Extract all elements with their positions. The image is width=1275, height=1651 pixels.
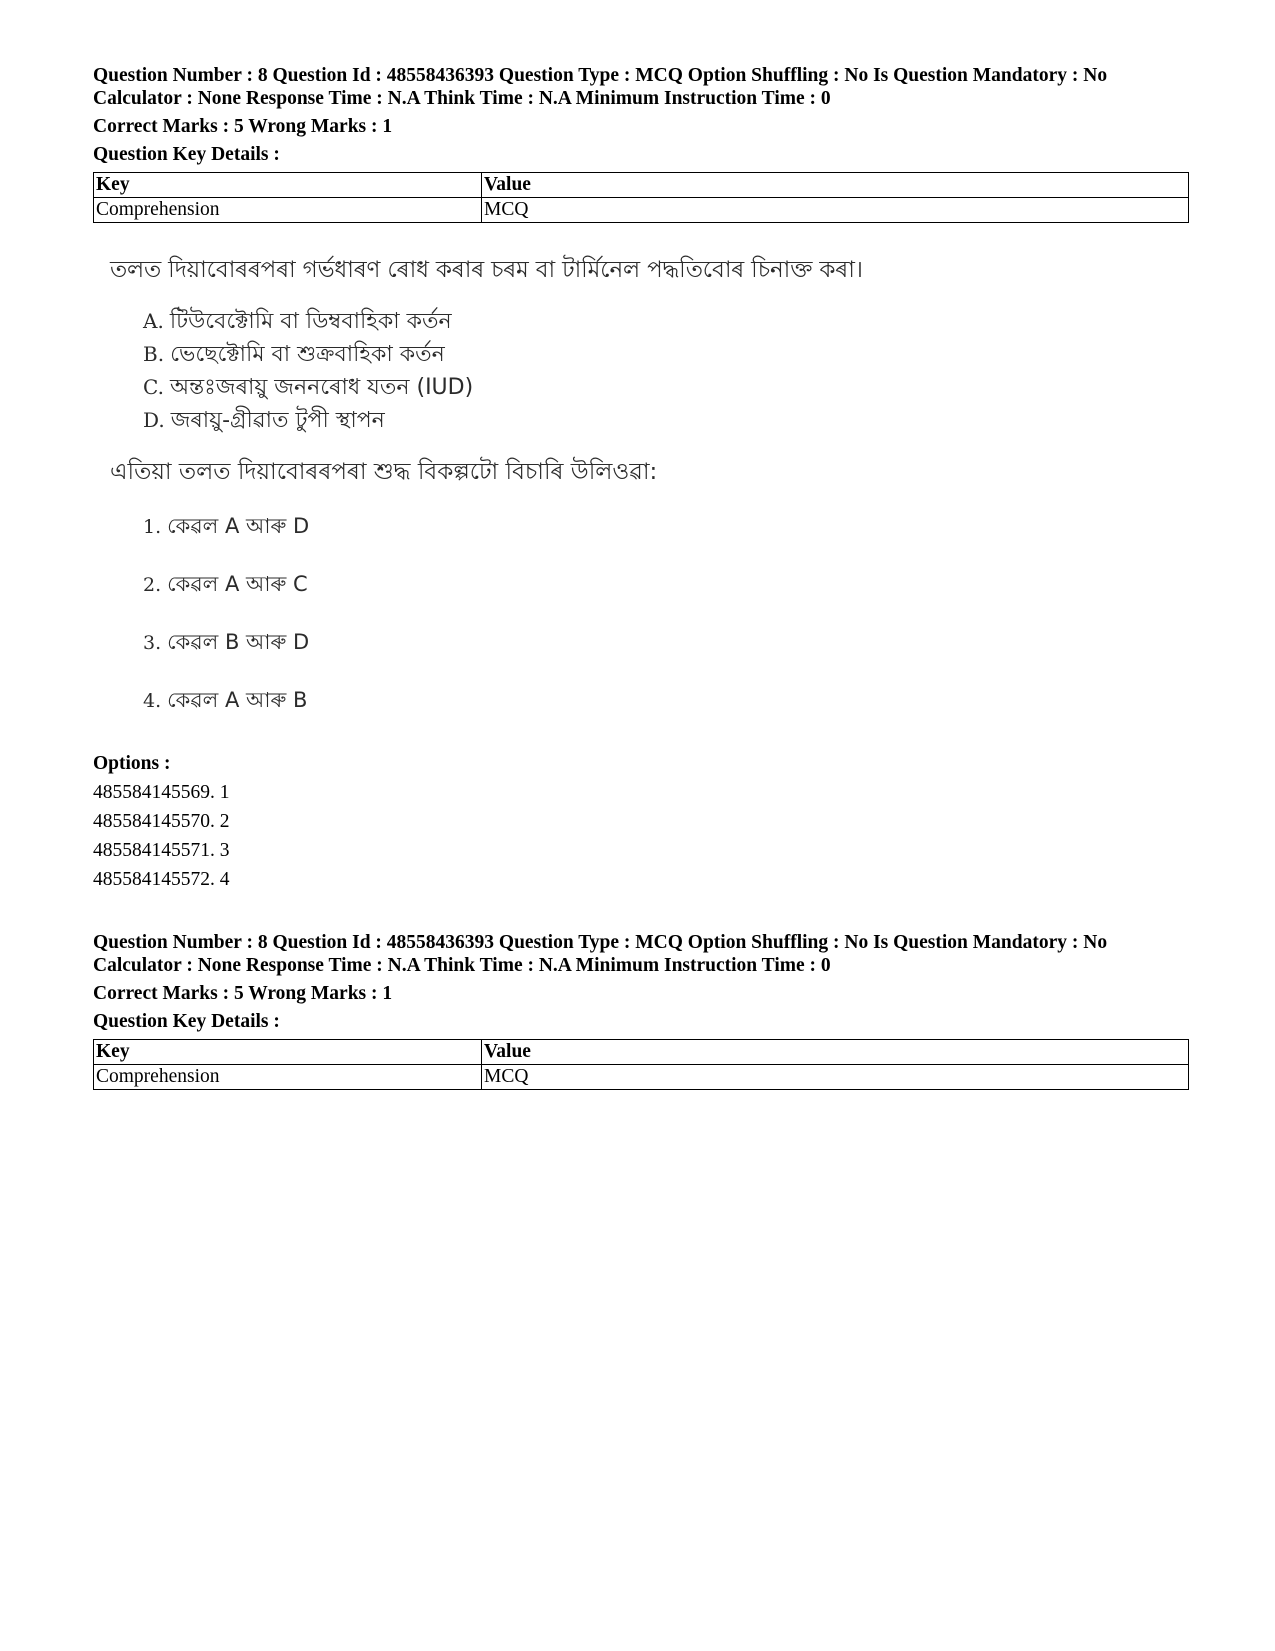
option-item: 485584145572. 4 xyxy=(93,869,230,890)
cell-key: Comprehension xyxy=(94,1065,482,1090)
cell-key: Comprehension xyxy=(94,198,482,223)
statement-list xyxy=(143,305,970,437)
question-stem: তলত দিয়াবোৰৰপৰা গৰ্ভধাৰণ ৰোধ কৰাৰ চৰম বা টাৰ্মিনেল পদ্ধতিবোৰ চিনাক্ত কৰা। xyxy=(110,257,863,283)
options-title: Options : xyxy=(93,753,171,774)
choice-4 xyxy=(143,685,970,743)
table-row xyxy=(94,1065,1189,1090)
choice-list xyxy=(143,511,970,743)
statement-letter: A. xyxy=(143,309,164,333)
option-item: 485584145571. 3 xyxy=(93,840,230,861)
statement-d xyxy=(143,404,970,437)
choice-text: কেৱল A আৰু C xyxy=(167,572,308,596)
key-details-table xyxy=(93,172,1189,223)
option-item: 485584145569. 1 xyxy=(93,782,230,803)
statement-a xyxy=(143,305,970,338)
statement-letter: B. xyxy=(143,342,165,366)
meta-line-1: Question Number : 8 Question Id : 48558436393 Question Type : MCQ Option Shuffling : No Is Question Mandatory : No xyxy=(93,65,1108,86)
header-value: Value xyxy=(482,173,1189,198)
key-details-table xyxy=(93,1039,1189,1090)
statement-c xyxy=(143,371,970,404)
question-meta-block-1 xyxy=(93,64,1189,223)
option-item: 485584145570. 2 xyxy=(93,811,230,832)
cell-value: MCQ xyxy=(482,198,1189,223)
choice-text: কেৱল A আৰু D xyxy=(167,514,310,538)
statement-letter: D. xyxy=(143,408,165,432)
table-header-row xyxy=(94,1040,1189,1065)
marks-line: Correct Marks : 5 Wrong Marks : 1 xyxy=(93,116,393,137)
choice-1 xyxy=(143,511,970,569)
statement-text: টিউবেক্টোমি বা ডিম্ববাহিকা কৰ্তন xyxy=(169,309,452,334)
question-image xyxy=(110,255,970,735)
statement-text: ভেছেক্টোমি বা শুক্ৰবাহিকা কৰ্তন xyxy=(170,342,445,367)
table-header-row xyxy=(94,173,1189,198)
statement-text: অন্তঃজৰায়ু জননৰোধ যতন (IUD) xyxy=(169,375,474,400)
question-meta-block-2 xyxy=(93,931,1189,1090)
key-details-label: Question Key Details : xyxy=(93,1011,280,1032)
options-block xyxy=(93,750,230,894)
statement-letter: C. xyxy=(143,375,164,399)
choice-text: কেৱল B আৰু D xyxy=(167,630,310,654)
choice-3 xyxy=(143,627,970,685)
header-key: Key xyxy=(94,1040,482,1065)
table-row xyxy=(94,198,1189,223)
choice-text: কেৱল A আৰু B xyxy=(167,688,308,712)
header-value: Value xyxy=(482,1040,1189,1065)
header-key: Key xyxy=(94,173,482,198)
choice-number: 2. xyxy=(143,574,162,596)
choice-number: 4. xyxy=(143,690,162,712)
key-details-label: Question Key Details : xyxy=(93,144,280,165)
meta-line-1: Question Number : 8 Question Id : 48558436393 Question Type : MCQ Option Shuffling : No Is Question Mandatory : No xyxy=(93,932,1108,953)
statement-text: জৰায়ু-গ্ৰীৱাত টুপী স্থাপন xyxy=(170,408,385,433)
cell-value: MCQ xyxy=(482,1065,1189,1090)
meta-line-2: Calculator : None Response Time : N.A Think Time : N.A Minimum Instruction Time : 0 xyxy=(93,88,831,109)
meta-line-2: Calculator : None Response Time : N.A Think Time : N.A Minimum Instruction Time : 0 xyxy=(93,955,831,976)
marks-line: Correct Marks : 5 Wrong Marks : 1 xyxy=(93,983,393,1004)
choice-2 xyxy=(143,569,970,627)
statement-b xyxy=(143,338,970,371)
question-lead: এতিয়া তলত দিয়াবোৰৰপৰা শুদ্ধ বিকল্পটো বিচাৰি উলিওৱা: xyxy=(110,459,658,485)
choice-number: 1. xyxy=(143,516,162,538)
choice-number: 3. xyxy=(143,632,162,654)
